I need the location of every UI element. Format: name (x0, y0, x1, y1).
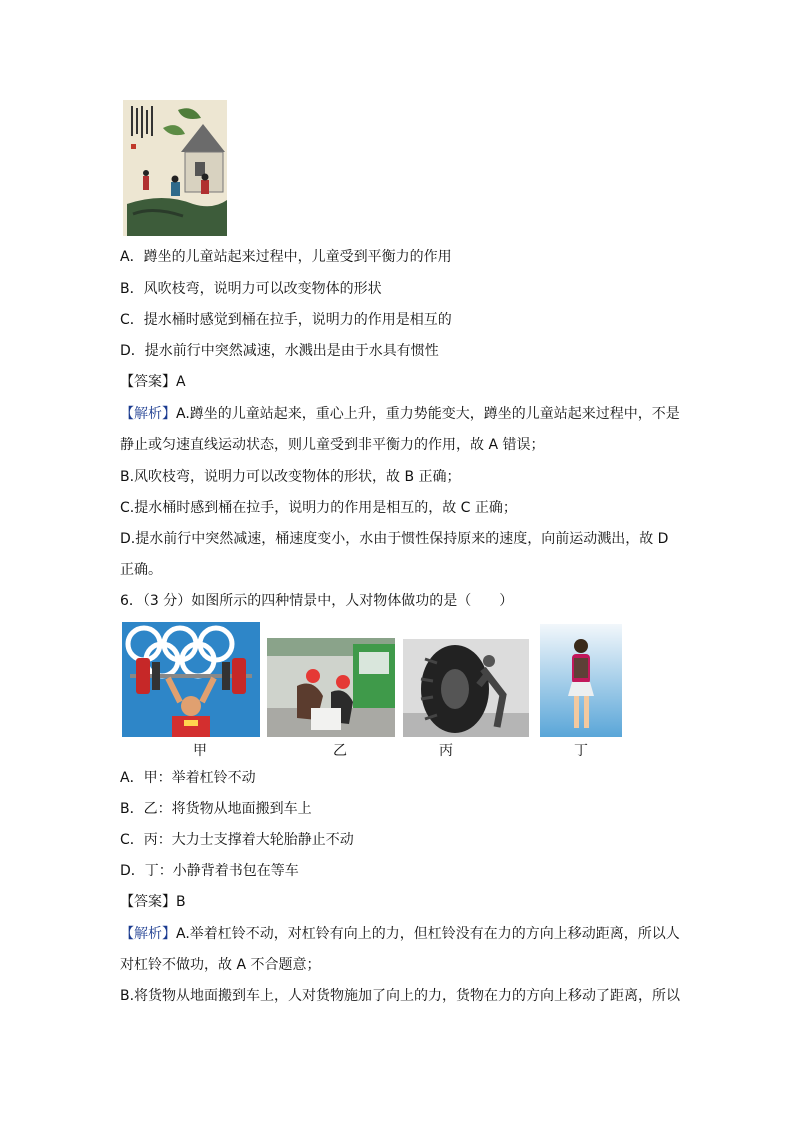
tire-photo (403, 639, 529, 737)
q5-option-d: D．提水前行中突然减速，水溅出是由于水具有惯性 (120, 343, 439, 359)
q5-analysis-line-2: 静止或匀速直线运动状态，则儿童受到非平衡力的作用，故 A 错误； (120, 437, 545, 453)
caption-ding: 丁 (574, 743, 588, 759)
answer-tag: 【答案】 (120, 894, 176, 910)
q6-option-d: D．丁：小静背着书包在等车 (120, 863, 299, 879)
student-photo (540, 624, 622, 737)
analysis-tag: 【解析】 (120, 926, 176, 942)
answer-tag: 【答案】 (120, 374, 176, 390)
answer-value: B (176, 894, 186, 910)
q5-analysis-line-5: D.提水前行中突然减速，桶速度变小，水由于惯性保持原来的速度，向前运动溅出，故 D (120, 531, 669, 547)
q6-option-a: A．甲：举着杠铃不动 (120, 770, 256, 786)
q5-analysis-line-3: B.风吹枝弯，说明力可以改变物体的形状，故 B 正确； (120, 469, 461, 485)
analysis-text: A.举着杠铃不动，对杠铃有向上的力，但杠铃没有在力的方向上移动距离，所以人 (176, 926, 680, 942)
q6-stem: 6．（3 分）如图所示的四种情景中，人对物体做功的是（ ） (120, 593, 514, 609)
q6-option-c: C．丙：大力士支撑着大轮胎静止不动 (120, 832, 354, 848)
q5-analysis-line-1 (120, 404, 680, 424)
movers-photo (267, 638, 395, 737)
q5-analysis-line-6: 正确。 (120, 562, 162, 578)
q5-option-c: C．提水桶时感觉到桶在拉手，说明力的作用是相互的 (120, 312, 452, 328)
caption-bing: 丙 (439, 743, 453, 759)
caption-yi: 乙 (333, 743, 347, 759)
q5-answer (120, 372, 186, 392)
q5-option-b: B．风吹枝弯，说明力可以改变物体的形状 (120, 281, 382, 297)
weightlifter-photo (122, 622, 260, 737)
q5-option-a: A．蹲坐的儿童站起来过程中，儿童受到平衡力的作用 (120, 249, 452, 265)
caption-jia: 甲 (193, 743, 207, 759)
answer-value: A (176, 374, 186, 390)
painting-illustration (123, 100, 227, 236)
q6-analysis-line-3: B.将货物从地面搬到车上，人对货物施加了向上的力，货物在力的方向上移动了距离，所以 (120, 988, 681, 1004)
analysis-text: A.蹲坐的儿童站起来，重心上升，重力势能变大，蹲坐的儿童站起来过程中，不是 (176, 406, 680, 422)
q6-option-b: B．乙：将货物从地面搬到车上 (120, 801, 312, 817)
q6-answer (120, 892, 186, 912)
q6-analysis-line-1 (120, 924, 680, 944)
q6-analysis-line-2: 对杠铃不做功，故 A 不合题意； (120, 957, 321, 973)
analysis-tag: 【解析】 (120, 406, 176, 422)
q5-analysis-line-4: C.提水桶时感到桶在拉手，说明力的作用是相互的，故 C 正确； (120, 500, 517, 516)
